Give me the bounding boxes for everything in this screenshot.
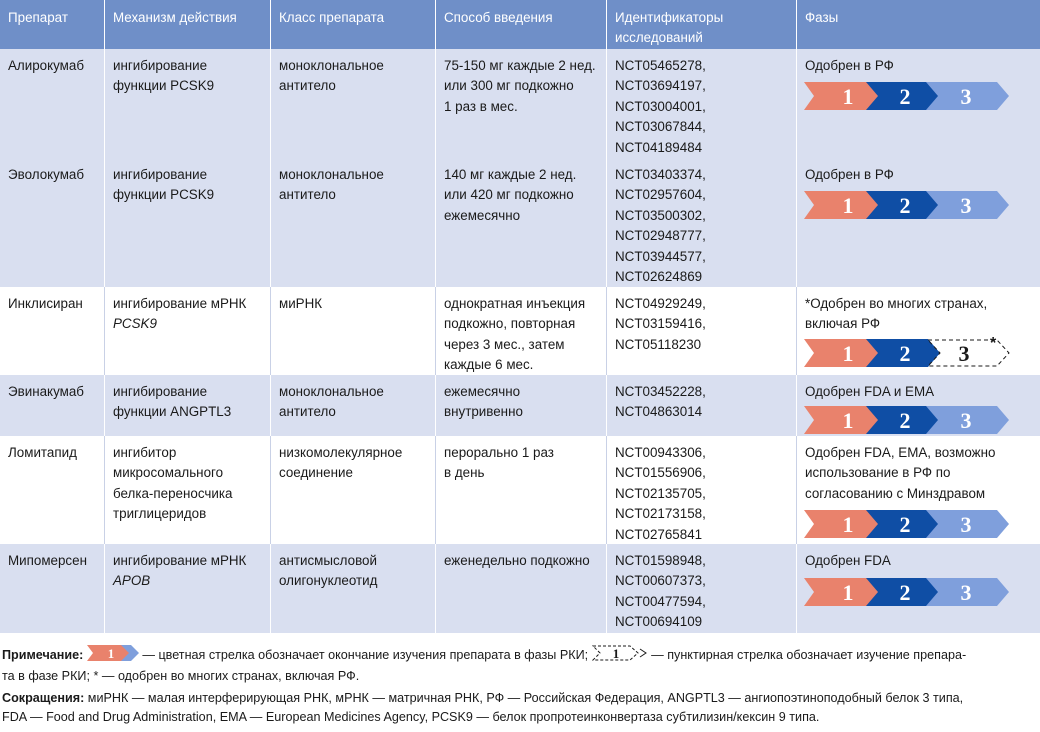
approval-star: * — [990, 337, 997, 352]
legend-solid-number: 1 — [107, 646, 115, 661]
phase-2-label: 2 — [899, 84, 911, 109]
table-note — [2, 645, 1036, 686]
study-id: NCT01598948, — [615, 553, 706, 568]
route-line: внутривенно — [444, 404, 523, 420]
phase-status — [796, 158, 1040, 287]
phase-arrows — [804, 406, 1014, 434]
study-id: NCT01556906, — [615, 465, 706, 481]
mechanism-line: ингибирование — [113, 384, 208, 399]
study-id: NCT03500302, — [615, 207, 706, 223]
route-line: через 3 мес., затем — [444, 336, 565, 352]
table-row — [0, 287, 1040, 375]
route — [435, 436, 606, 544]
class-line: антитело — [279, 78, 336, 94]
class-line: олигонуклеотид — [279, 573, 378, 589]
phase-1-label: 1 — [842, 84, 854, 109]
note-text-dashed: — пунктирная стрелка обозначает изучение препара- — [647, 648, 967, 662]
route — [435, 287, 606, 375]
study-id: NCT00943306, — [615, 445, 706, 460]
route — [435, 158, 606, 287]
route-line: однократная инъекция — [444, 296, 586, 311]
drug-class — [270, 544, 435, 633]
phase-1-label: 1 — [842, 512, 854, 537]
study-id: NCT02173158, — [615, 506, 706, 522]
phase-3-label: 3 — [960, 580, 972, 605]
route-line: ежемесячно — [444, 384, 521, 399]
class-line: антисмысловой — [279, 553, 377, 568]
study-ids — [606, 287, 796, 375]
phase-text: Одобрен FDA — [805, 553, 891, 568]
mechanism — [104, 158, 270, 287]
note-text-star: та в фазе РКИ; * — одобрен во многих странах, включая РФ. — [2, 669, 360, 683]
phase-text: *Одобрен во многих странах, — [805, 296, 988, 311]
phase-text: согласованию с Минздравом — [805, 485, 986, 501]
study-id: NCT03403374, — [615, 167, 706, 182]
study-id: NCT02957604, — [615, 187, 706, 203]
drug-name: Эвинакумаб — [8, 384, 84, 399]
class-line: низкомолекулярное — [279, 445, 403, 460]
table-row — [0, 436, 1040, 544]
phase-2-label: 2 — [899, 408, 911, 433]
phase-3-label: 3 — [960, 512, 972, 537]
study-id: NCT00694109 — [615, 614, 703, 630]
phase-2-label: 2 — [899, 193, 911, 218]
phase-3-label: 3 — [960, 193, 972, 218]
route-line: еженедельно подкожно — [444, 553, 590, 568]
table-row — [0, 544, 1040, 633]
mechanism-line: функции PCSK9 — [113, 187, 215, 203]
abbreviations — [2, 689, 1036, 727]
mechanism — [104, 544, 270, 633]
study-id: NCT02765841 — [615, 526, 703, 542]
phase-1-label: 1 — [842, 341, 854, 366]
phase-2-label: 2 — [899, 341, 911, 366]
study-id: NCT03067844, — [615, 119, 706, 135]
route-line: каждые 6 мес. — [444, 357, 534, 373]
class-line: моноклональное — [279, 167, 384, 182]
phase-text: Одобрен FDA и EMA — [805, 384, 935, 399]
mechanism-line: ингибитор — [113, 445, 177, 460]
route-line: 140 мг каждые 2 нед. — [444, 167, 577, 182]
mechanism — [104, 375, 270, 436]
mechanism-line: APOB — [113, 573, 151, 589]
phase-3-label: 3 — [958, 341, 970, 366]
header-ids-line2: исследований — [615, 30, 703, 45]
table-row — [0, 158, 1040, 287]
legend-dashed-chevron — [640, 649, 646, 657]
header-ids-line1: Идентификаторы — [615, 10, 724, 25]
abbr-text-1: миРНК — малая интерферирующая РНК, мРНК — матричная РНК, РФ — Российская Федерация, ANGPTL3 — ангиопоэтиноподобный белок 3 типа, — [84, 691, 964, 705]
table-row — [0, 375, 1040, 436]
phase-text: использование в РФ по — [805, 465, 951, 481]
abbr-label: Сокращения: — [2, 691, 85, 705]
study-id: NCT02624869 — [615, 269, 703, 285]
mechanism — [104, 436, 270, 544]
study-ids — [606, 436, 796, 544]
route-line: ежемесячно — [444, 207, 521, 223]
phase-1-label: 1 — [842, 408, 854, 433]
study-id: NCT00477594, — [615, 593, 706, 609]
header-ids — [606, 0, 796, 49]
phase-text: включая РФ — [805, 316, 881, 332]
route-line: или 420 мг подкожно — [444, 187, 574, 203]
mechanism — [104, 287, 270, 375]
route-line: подкожно, повторная — [444, 316, 576, 332]
study-id: NCT03452228, — [615, 384, 706, 399]
drug-name: Эволокумаб — [8, 167, 85, 182]
header-mechanism: Механизм действия — [104, 0, 270, 49]
drug-class — [270, 49, 435, 158]
drug-class — [270, 287, 435, 375]
mechanism-line: ингибирование мРНК — [113, 296, 247, 311]
class-line: моноклональное — [279, 58, 384, 73]
study-ids — [606, 375, 796, 436]
study-ids — [606, 49, 796, 158]
study-id: NCT04929249, — [615, 296, 706, 311]
route — [435, 544, 606, 633]
class-line: моноклональное — [279, 384, 384, 399]
phase-text: Одобрен в РФ — [805, 167, 894, 182]
study-id: NCT03694197, — [615, 78, 706, 94]
mechanism-line: микросомального — [113, 465, 224, 481]
route — [435, 375, 606, 436]
table-header — [0, 0, 1040, 49]
study-id: NCT04863014 — [615, 404, 703, 420]
study-id: NCT02135705, — [615, 485, 706, 501]
drug-name: Алирокумаб — [8, 58, 84, 73]
drug-name: Инклисиран — [8, 296, 83, 311]
phase-3-label: 3 — [960, 408, 972, 433]
study-id: NCT03159416, — [615, 316, 706, 332]
study-ids — [606, 544, 796, 633]
study-id: NCT05465278, — [615, 58, 706, 73]
phase-1-label: 1 — [842, 193, 854, 218]
mechanism-line: ингибирование — [113, 58, 208, 73]
route-line: или 300 мг подкожно — [444, 78, 574, 94]
study-id: NCT00607373, — [615, 573, 706, 589]
mechanism-line: ингибирование — [113, 167, 208, 182]
study-id: NCT05118230 — [615, 336, 702, 352]
class-line: антитело — [279, 187, 336, 203]
mechanism-line: функции ANGPTL3 — [113, 404, 232, 420]
class-line: миРНК — [279, 296, 323, 311]
route-line: 75-150 мг каждые 2 нед. — [444, 58, 596, 73]
drug-name: Ломитапид — [8, 445, 77, 460]
route — [435, 49, 606, 158]
drug-class — [270, 436, 435, 544]
study-id: NCT03004001, — [615, 98, 706, 114]
phase-3-label: 3 — [960, 84, 972, 109]
mechanism-line: триглицеридов — [113, 506, 207, 522]
legend-dashed-number: 1 — [612, 646, 619, 661]
table-row — [0, 49, 1040, 158]
phase-1-label: 1 — [842, 580, 854, 605]
phase-arrows — [804, 578, 1014, 606]
header-class: Класс препарата — [270, 0, 435, 49]
route-line: перорально 1 раз — [444, 445, 554, 460]
route-line: в день — [444, 465, 485, 481]
class-line: антитело — [279, 404, 336, 420]
phase-arrows — [804, 191, 1014, 219]
mechanism-line: PCSK9 — [113, 316, 157, 332]
mechanism-line: белка-переносчика — [113, 485, 233, 501]
drug-name: Мипомерсен — [8, 553, 87, 568]
mechanism — [104, 49, 270, 158]
phase-text: Одобрен в РФ — [805, 58, 894, 73]
mechanism-line: функции PCSK9 — [113, 78, 215, 94]
header-phases: Фазы — [796, 0, 1040, 49]
header-drug: Препарат — [8, 10, 68, 25]
study-id: NCT02948777, — [615, 228, 706, 244]
study-id: NCT03944577, — [615, 248, 706, 264]
legend-dashed-arrow — [592, 645, 648, 667]
study-ids — [606, 158, 796, 287]
phase-text: Одобрен FDA, EMA, возможно — [805, 445, 996, 460]
note-text-solid: — цветная стрелка обозначает окончание изучения препарата в фазы РКИ; — [138, 648, 592, 662]
phase-arrows — [804, 82, 1014, 110]
drug-class — [270, 158, 435, 287]
abbr-text-2: FDA — Food and Drug Administration, EMA — European Medicines Agency, PCSK9 — белок пропротеинконвертаза субтилизин/кексин 9 типа. — [2, 710, 820, 724]
phase-2-label: 2 — [899, 580, 911, 605]
mechanism-line: ингибирование мРНК — [113, 553, 247, 568]
study-id: NCT04189484 — [615, 139, 703, 155]
phase-arrows — [804, 510, 1014, 538]
phase-2-label: 2 — [899, 512, 911, 537]
route-line: 1 раз в мес. — [444, 98, 518, 114]
drug-class — [270, 375, 435, 436]
legend-solid-arrow — [87, 645, 139, 667]
phase-arrows — [804, 337, 1014, 367]
note-label: Примечание: — [2, 648, 84, 662]
header-route: Способ введения — [435, 0, 606, 49]
class-line: соединение — [279, 465, 353, 481]
